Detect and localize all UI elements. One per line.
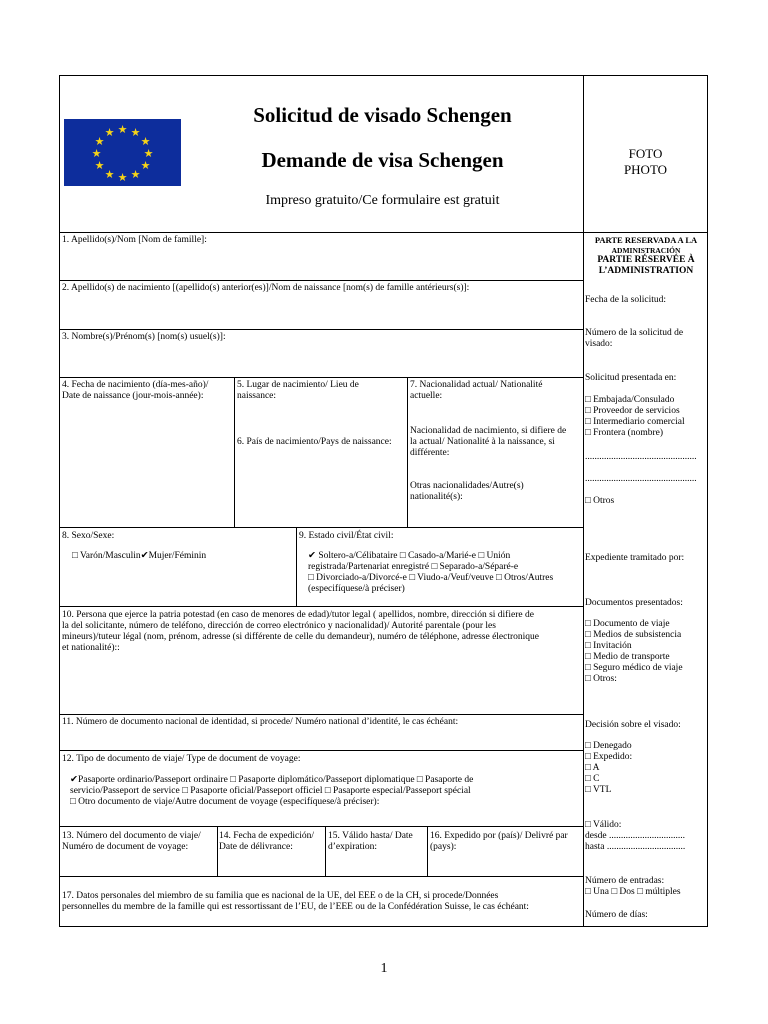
field-place-of-birth[interactable]: 5. Lugar de nacimiento/ Lieu de naissance:	[237, 380, 359, 401]
star-icon: ★	[130, 127, 141, 139]
admin-submitted-at: Solicitud presentada en:	[585, 373, 677, 383]
row-line	[59, 377, 583, 378]
star-icon: ★	[104, 169, 115, 181]
star-icon: ★	[117, 172, 128, 184]
row-line	[59, 826, 583, 827]
cell-line	[325, 826, 326, 876]
admin-heading-es-1: PARTE RESERVADA A LA	[594, 235, 698, 245]
admin-application-date: Fecha de la solicitud:	[585, 295, 666, 305]
admin-section-heading	[585, 235, 707, 277]
field-first-name[interactable]: 3. Nombre(s)/Prénom(s) [nom(s) usuel(s)]:	[62, 332, 226, 342]
title-spanish: Solicitud de visado Schengen	[253, 103, 512, 127]
field-civil-status-options[interactable]: ✔ Soltero-a/Célibataire □ Casado-a/Marié-e □ Unión registrada/Partenariat enregistré □ Separado-a/Séparé-e □ Divorciado-a/Divorcé-e □ Viudo-a/Veuf/veuve □ Otros/Autres (especifíquese/à préciser)	[308, 551, 554, 594]
field-sex-options[interactable]: □ Varón/Masculin✔Mujer/Féminin	[72, 551, 207, 561]
field-issue-date[interactable]: 14. Fecha de expedición/ Date de délivrance:	[219, 831, 314, 852]
row-line	[59, 876, 583, 877]
field-sex-label: 8. Sexo/Sexe:	[62, 531, 115, 541]
star-icon: ★	[143, 148, 154, 160]
star-icon: ★	[140, 136, 151, 148]
admin-visa-decision: Decisión sobre el visado:	[585, 720, 681, 730]
photo-box	[584, 146, 707, 178]
row-line	[59, 750, 583, 751]
frame-top	[59, 75, 708, 76]
admin-validity: □ Válido: desde ................................ hasta .................................	[585, 820, 686, 852]
star-icon: ★	[104, 127, 115, 139]
frame-left	[59, 75, 60, 927]
field-nationality-at-birth[interactable]: Nacionalidad de nacimiento, si difiere de la actual/ Nationalité à la naissance, si différente:	[410, 426, 567, 458]
field-valid-until[interactable]: 15. Válido hasta/ Date d’expiration:	[328, 831, 413, 852]
star-icon: ★	[94, 160, 105, 172]
page-number: 1	[380, 961, 388, 976]
admin-dots-line: ...............................................	[585, 452, 697, 462]
field-parental-authority[interactable]: 10. Persona que ejerce la patria potestad (en caso de menores de edad)/tutor legal ( apellidos, nombre, dirección si difiere de la del solicitante, número de teléfono, dirección de correo electrónico y nacionalidad)/ Autorité parentale (pour les mineurs)/tuteur légal (nom, prénom, adresse (si différente de celle du demandeur), numéro de téléphone, adresse électronique et nationalité)::	[62, 610, 540, 653]
admin-days: Número de días:	[585, 910, 648, 920]
field-birth-surname[interactable]: 2. Apellido(s) de nacimiento [(apellido(s) anterior(es)]/Nom de naissance [nom(s) de famille antérieurs(s)]:	[62, 283, 470, 293]
field-date-of-birth[interactable]: 4. Fecha de nacimiento (día-mes-año)/ Date de naissance (jour-mois-année):	[62, 380, 209, 401]
admin-dots-line: ...............................................	[585, 474, 697, 484]
photo-label-fr: PHOTO	[623, 162, 668, 177]
cell-line	[427, 826, 428, 876]
admin-documents-label: Documentos presentados:	[585, 598, 683, 608]
row-line	[59, 329, 583, 330]
star-icon: ★	[117, 124, 128, 136]
admin-heading-es-2: ADMINISTRACIÓN	[611, 246, 681, 255]
field-nationality[interactable]: 7. Nacionalidad actual/ Nationalité actuelle:	[410, 380, 543, 401]
cell-line	[407, 377, 408, 527]
field-travel-doc-number[interactable]: 13. Número del documento de viaje/ Numéro de document de voyage:	[62, 831, 201, 852]
admin-processed-by: Expediente tramitado por:	[585, 553, 685, 563]
admin-entries: Número de entradas: □ Una □ Dos □ múltiples	[585, 876, 681, 897]
admin-heading-fr-2: L’ADMINISTRATION	[598, 266, 694, 276]
field-issued-by[interactable]: 16. Expedido por (país)/ Delivré par (pays):	[430, 831, 568, 852]
cell-line	[296, 527, 297, 606]
star-icon: ★	[94, 136, 105, 148]
field-civil-status-label: 9. Estado civil/État civil:	[299, 531, 394, 541]
photo-label-es: FOTO	[628, 146, 663, 161]
cell-line	[234, 377, 235, 527]
field-eu-family-member[interactable]: 17. Datos personales del miembro de su familia que es nacional de la UE, del EEE o de la CH, si procede/Données personnelles du membre de la famille qui est ressortissant de l’EU, de l’EEE ou de la Confédération Suisse, le cas échéant:	[62, 891, 529, 912]
admin-submitted-options: □ Embajada/Consulado □ Proveedor de servicios □ Intermediario comercial □ Frontera (nombre)	[585, 395, 685, 438]
admin-decision-options: □ Denegado □ Expedido: □ A □ C □ VTL	[585, 741, 633, 795]
star-icon: ★	[130, 169, 141, 181]
cell-line	[217, 826, 218, 876]
subtitle-free-form: Impreso gratuito/Ce formulaire est gratuit	[265, 193, 500, 208]
row-line	[59, 606, 583, 607]
row-line	[59, 280, 583, 281]
row-line	[59, 527, 583, 528]
field-surname[interactable]: 1. Apellido(s)/Nom [Nom de famille]:	[62, 235, 207, 245]
field-other-nationalities[interactable]: Otras nacionalidades/Autre(s) nationalité(s):	[410, 481, 524, 502]
frame-bottom	[59, 926, 708, 927]
field-national-id[interactable]: 11. Número de documento nacional de identidad, si procede/ Numéro national d’identité, le cas échéant:	[62, 717, 459, 727]
field-country-of-birth[interactable]: 6. País de nacimiento/Pays de naissance:	[237, 437, 392, 447]
admin-submitted-other: □ Otros	[585, 496, 615, 506]
admin-heading-fr-1: PARTIE RÉSERVÉE À	[597, 255, 695, 265]
star-icon: ★	[140, 160, 151, 172]
star-icon: ★	[91, 148, 102, 160]
title-french: Demande de visa Schengen	[261, 148, 504, 172]
admin-application-number: Número de la solicitud de visado:	[585, 328, 684, 349]
field-travel-doc-type-label: 12. Tipo de documento de viaje/ Type de document de voyage:	[62, 754, 301, 764]
row-line	[59, 714, 583, 715]
field-travel-doc-type-options[interactable]: ✔Pasaporte ordinario/Passeport ordinaire □ Pasaporte diplomático/Passeport diplomatique □ Pasaporte de servicio/Passeport de service □ Pasaporte oficial/Passeport officiel □ Pasaporte especial/Passeport spécial □ Otro documento de viaje/Autre document de voyage (especifíquese/à préciser):	[70, 775, 474, 807]
admin-documents-options: □ Documento de viaje □ Medios de subsistencia □ Invitación □ Medio de transporte □ Seguro médico de viaje □ Otros:	[585, 619, 683, 684]
frame-right	[707, 75, 708, 927]
row-line	[59, 232, 708, 233]
